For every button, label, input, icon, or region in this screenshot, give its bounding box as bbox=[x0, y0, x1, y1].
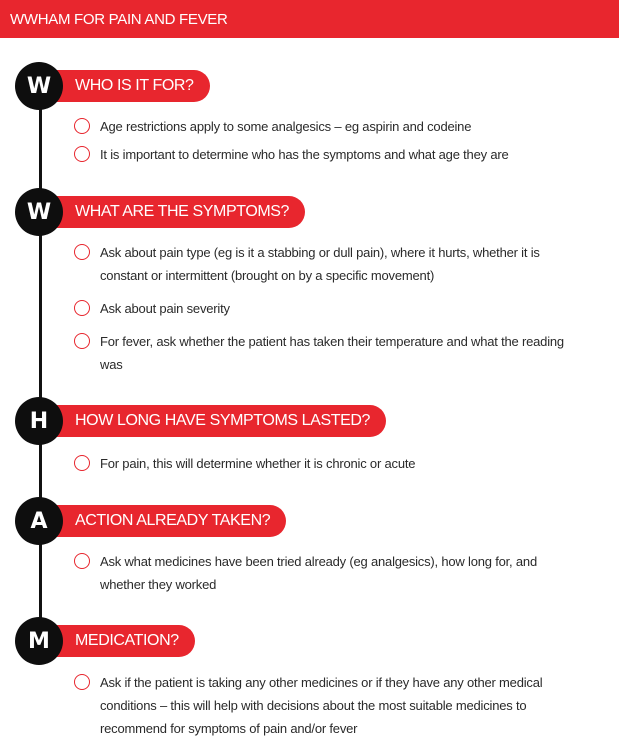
page-title: WWHAM FOR PAIN AND FEVER bbox=[0, 0, 619, 38]
list-item bbox=[74, 671, 574, 740]
section-heading: WHAT ARE THE SYMPTOMS? bbox=[51, 196, 305, 228]
list-item bbox=[74, 115, 574, 138]
timeline-line bbox=[39, 90, 42, 650]
list-item-text: Age restrictions apply to some analgesics – eg aspirin and codeine bbox=[100, 119, 472, 134]
section-letter-badge: A bbox=[15, 497, 63, 545]
list-item-text: It is important to determine who has the symptoms and what age they are bbox=[100, 147, 509, 162]
section-letter-badge: W bbox=[15, 62, 63, 110]
circle-bullet-icon bbox=[74, 455, 90, 471]
list-item bbox=[74, 297, 574, 320]
section-heading: ACTION ALREADY TAKEN? bbox=[51, 505, 286, 537]
list-item-text: Ask about pain severity bbox=[100, 301, 230, 316]
circle-bullet-icon bbox=[74, 118, 90, 134]
section-letter-badge: M bbox=[15, 617, 63, 665]
circle-bullet-icon bbox=[74, 146, 90, 162]
section-heading: HOW LONG HAVE SYMPTOMS LASTED? bbox=[51, 405, 386, 437]
list-item-text: Ask about pain type (eg is it a stabbing or dull pain), where it hurts, whether it is constant or intermittent (brought on by a specific movement) bbox=[100, 245, 540, 283]
list-item-text: Ask if the patient is taking any other medicines or if they have any other medical conditions – this will help with decisions about the most suitable medicines to recommend for symptoms of pain and/or fever bbox=[100, 675, 543, 736]
circle-bullet-icon bbox=[74, 553, 90, 569]
section-heading: WHO IS IT FOR? bbox=[51, 70, 210, 102]
circle-bullet-icon bbox=[74, 300, 90, 316]
circle-bullet-icon bbox=[74, 244, 90, 260]
section-what-header bbox=[15, 188, 615, 236]
list-item-text: For fever, ask whether the patient has taken their temperature and what the reading was bbox=[100, 334, 564, 372]
list-item bbox=[74, 452, 574, 475]
section-how-long-header bbox=[15, 397, 615, 445]
circle-bullet-icon bbox=[74, 674, 90, 690]
list-item-text: For pain, this will determine whether it is chronic or acute bbox=[100, 456, 416, 471]
list-item bbox=[74, 550, 574, 596]
section-action-header bbox=[15, 497, 615, 545]
section-letter-badge: W bbox=[15, 188, 63, 236]
list-item-text: Ask what medicines have been tried already (eg analgesics), how long for, and whether they worked bbox=[100, 554, 537, 592]
circle-bullet-icon bbox=[74, 333, 90, 349]
list-item bbox=[74, 143, 574, 166]
list-item bbox=[74, 330, 574, 376]
section-letter-badge: H bbox=[15, 397, 63, 445]
section-medication-header bbox=[15, 617, 615, 665]
section-who-header bbox=[15, 62, 615, 110]
section-heading: MEDICATION? bbox=[51, 625, 195, 657]
list-item bbox=[74, 241, 574, 287]
